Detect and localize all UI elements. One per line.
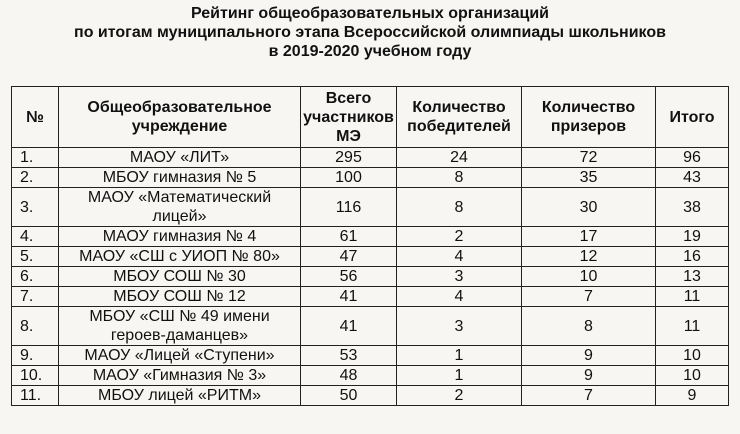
title-line-1: Рейтинг общеобразовательных организаций: [190, 5, 550, 22]
cell-winners: 3: [397, 267, 522, 287]
cell-winners: 3: [397, 307, 522, 346]
cell-participants: 116: [301, 188, 397, 227]
cell-prizewinners: 35: [522, 168, 656, 188]
cell-total: 16: [656, 247, 729, 267]
table-row: [12, 307, 729, 346]
cell-total: 11: [656, 287, 729, 307]
cell-winners: 1: [397, 366, 522, 386]
cell-prizewinners: 8: [522, 307, 656, 346]
cell-total: 96: [656, 148, 729, 168]
cell-participants: 61: [301, 227, 397, 247]
cell-winners: 1: [397, 346, 522, 366]
cell-participants: 47: [301, 247, 397, 267]
cell-school: МБОУ лицей «РИТМ»: [59, 386, 301, 406]
cell-school: МАОУ «Гимназия № 3»: [59, 366, 301, 386]
header-participants: Всего участников МЭ: [301, 87, 397, 148]
cell-total: 43: [656, 168, 729, 188]
table-row: [12, 287, 729, 307]
cell-total: 9: [656, 386, 729, 406]
cell-participants: 295: [301, 148, 397, 168]
cell-school: МАОУ «Математический лицей»: [59, 188, 301, 227]
cell-prizewinners: 9: [522, 346, 656, 366]
table-row: [12, 346, 729, 366]
header-winners: Количество победителей: [397, 87, 522, 148]
cell-winners: 4: [397, 247, 522, 267]
cell-num: 9.: [12, 346, 59, 366]
document-title: [0, 4, 740, 61]
table-row: [12, 227, 729, 247]
header-num: №: [12, 87, 59, 148]
title-line-2: по итогам муниципального этапа Всероссийской олимпиады школьников: [74, 24, 666, 41]
cell-total: 10: [656, 346, 729, 366]
rating-table: [11, 86, 729, 406]
cell-school: МАОУ «ЛИТ»: [59, 148, 301, 168]
cell-school: МБОУ гимназия № 5: [59, 168, 301, 188]
cell-participants: 100: [301, 168, 397, 188]
table-header-row: [12, 87, 729, 148]
cell-prizewinners: 72: [522, 148, 656, 168]
table-row: [12, 386, 729, 406]
cell-winners: 4: [397, 287, 522, 307]
cell-winners: 24: [397, 148, 522, 168]
cell-school: МБОУ СОШ № 30: [59, 267, 301, 287]
table-row: [12, 247, 729, 267]
cell-winners: 8: [397, 168, 522, 188]
cell-num: 6.: [12, 267, 59, 287]
cell-school: МБОУ «СШ № 49 имени героев-даманцев»: [59, 307, 301, 346]
cell-school: МАОУ «СШ с УИОП № 80»: [59, 247, 301, 267]
header-total: Итого: [656, 87, 729, 148]
cell-total: 38: [656, 188, 729, 227]
cell-num: 11.: [12, 386, 59, 406]
table-row: [12, 168, 729, 188]
cell-num: 2.: [12, 168, 59, 188]
header-school: Общеобразовательное учреждение: [59, 87, 301, 148]
cell-num: 5.: [12, 247, 59, 267]
cell-prizewinners: 30: [522, 188, 656, 227]
table-row: [12, 366, 729, 386]
cell-prizewinners: 9: [522, 366, 656, 386]
cell-winners: 8: [397, 188, 522, 227]
cell-participants: 50: [301, 386, 397, 406]
cell-total: 13: [656, 267, 729, 287]
cell-winners: 2: [397, 227, 522, 247]
cell-prizewinners: 10: [522, 267, 656, 287]
cell-prizewinners: 7: [522, 386, 656, 406]
table-row: [12, 188, 729, 227]
cell-school: МАОУ «Лицей «Ступени»: [59, 346, 301, 366]
cell-prizewinners: 7: [522, 287, 656, 307]
cell-participants: 48: [301, 366, 397, 386]
header-prizewinners: Количество призеров: [522, 87, 656, 148]
title-line-3: в 2019-2020 учебном году: [268, 43, 472, 60]
cell-num: 7.: [12, 287, 59, 307]
cell-participants: 53: [301, 346, 397, 366]
table-row: [12, 148, 729, 168]
table-row: [12, 267, 729, 287]
cell-participants: 56: [301, 267, 397, 287]
cell-total: 10: [656, 366, 729, 386]
cell-school: МАОУ гимназия № 4: [59, 227, 301, 247]
cell-num: 10.: [12, 366, 59, 386]
cell-prizewinners: 12: [522, 247, 656, 267]
cell-num: 8.: [12, 307, 59, 346]
cell-total: 11: [656, 307, 729, 346]
cell-participants: 41: [301, 307, 397, 346]
cell-prizewinners: 17: [522, 227, 656, 247]
cell-num: 3.: [12, 188, 59, 227]
cell-num: 4.: [12, 227, 59, 247]
cell-total: 19: [656, 227, 729, 247]
cell-participants: 41: [301, 287, 397, 307]
cell-school: МБОУ СОШ № 12: [59, 287, 301, 307]
cell-num: 1.: [12, 148, 59, 168]
cell-winners: 2: [397, 386, 522, 406]
